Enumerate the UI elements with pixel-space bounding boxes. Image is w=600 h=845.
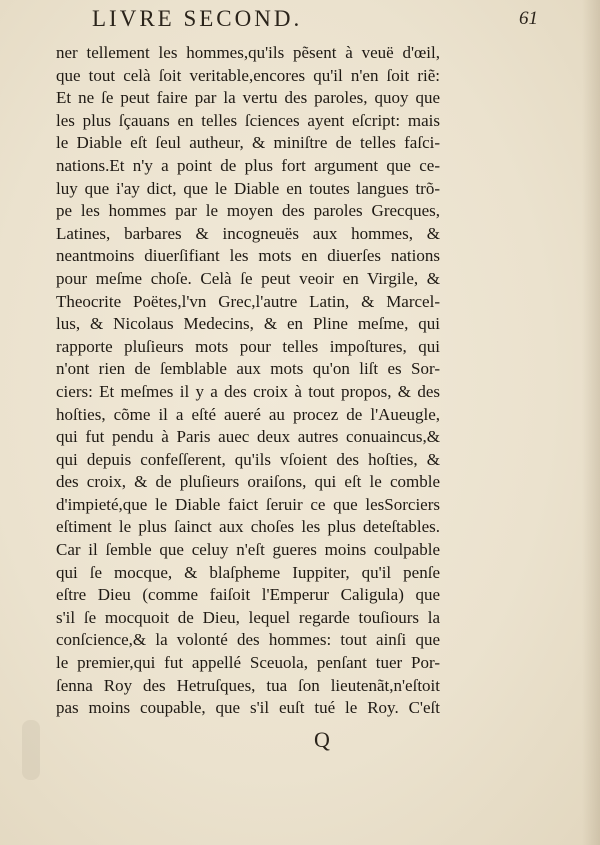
text-line: qui ſe mocque, & blaſpheme Iuppiter, qu'il penſe	[56, 562, 440, 582]
text-line: Latines, barbares & incogneuës aux hommes, &	[56, 223, 440, 243]
text-line: les plus ſçauans en telles ſciences ayent eſcript: mais	[56, 110, 440, 130]
page-header	[92, 6, 538, 46]
text-line: n'ont rien de ſemblable aux mots qu'on liſt es Sor-	[56, 359, 440, 379]
text-line: eſtre Dieu (comme faiſoit l'Emperur Caligula) que	[56, 585, 440, 605]
text-line: conſcience,& la volonté des hommes: tout ainſi que	[56, 630, 440, 650]
text-line: neantmoins diuerſifiant les mots en diuerſes nations	[56, 246, 440, 266]
catchword: Q	[314, 727, 331, 752]
text-line: luy que i'ay dict, que le Diable en toutes langues trõ-	[56, 178, 440, 198]
gutter-shadow	[582, 0, 600, 845]
text-line: lus, & Nicolaus Medecins, & en Pline meſme, qui	[56, 314, 440, 334]
text-line: d'impieté,que le Diable faict ſeruir ce que lesSorciers	[56, 494, 440, 514]
text-line: le Diable eſt ſeul autheur, & miniſtre de telles faſci-	[56, 133, 440, 153]
text-line: hoſties, cõme il a eſté aueré au procez de l'Aueugle,	[56, 404, 440, 424]
text-line: pe les hommes par le moyen des paroles Grecques,	[56, 201, 440, 221]
page-number: 61	[519, 8, 538, 29]
text-line: pas moins coupable, que s'il euſt tué le Roy. C'eſt	[56, 698, 440, 718]
text-line: s'il ſe mocquoit de Dieu, lequel regarde touſiours la	[56, 607, 440, 627]
text-line: qui fut pendu à Paris auec deux autres conuaincus,&	[56, 427, 440, 447]
text-line: eſtiment le plus ſainct aux choſes les plus deteſtables.	[56, 517, 440, 537]
text-line: rapporte pluſieurs mots pour telles impoſtures, qui	[56, 336, 440, 356]
text-line: qui depuis confeſſerent, qu'ils vſoient des hoſties, &	[56, 449, 440, 469]
text-line: Theocrite Poëtes,l'vn Grec,l'autre Latin, & Marcel-	[56, 291, 440, 311]
text-line: des croix, & de pluſieurs oraiſons, qui eſt le comble	[56, 472, 440, 492]
body-text	[56, 42, 440, 720]
text-line: que tout celà ſoit veritable,encores qu'il n'en ſoit riẽ:	[56, 65, 440, 85]
text-line: Et ne ſe peut faire par la vertu des paroles, quoy que	[56, 88, 440, 108]
text-line: pour meſme choſe. Celà ſe peut veoir en Virgile, &	[56, 268, 440, 288]
text-line: nations.Et n'y a point de plus fort argument que ce-	[56, 155, 440, 175]
page-stain	[22, 720, 40, 780]
text-line: Car il ſemble que celuy n'eſt gueres moins coulpable	[56, 540, 440, 560]
text-line: ciers: Et meſmes il y a des croix à tout propos, & des	[56, 381, 440, 401]
text-line: le premier,qui fut appellé Sceuola, penſant tuer Por-	[56, 653, 440, 673]
text-line: ſenna Roy des Hetruſques, tua ſon lieutenãt,n'eſtoit	[56, 675, 440, 695]
running-head: LIVRE SECOND.	[92, 6, 303, 31]
text-line: ner tellement les hommes,qu'ils pẽsent à veuë d'œil,	[56, 43, 440, 62]
